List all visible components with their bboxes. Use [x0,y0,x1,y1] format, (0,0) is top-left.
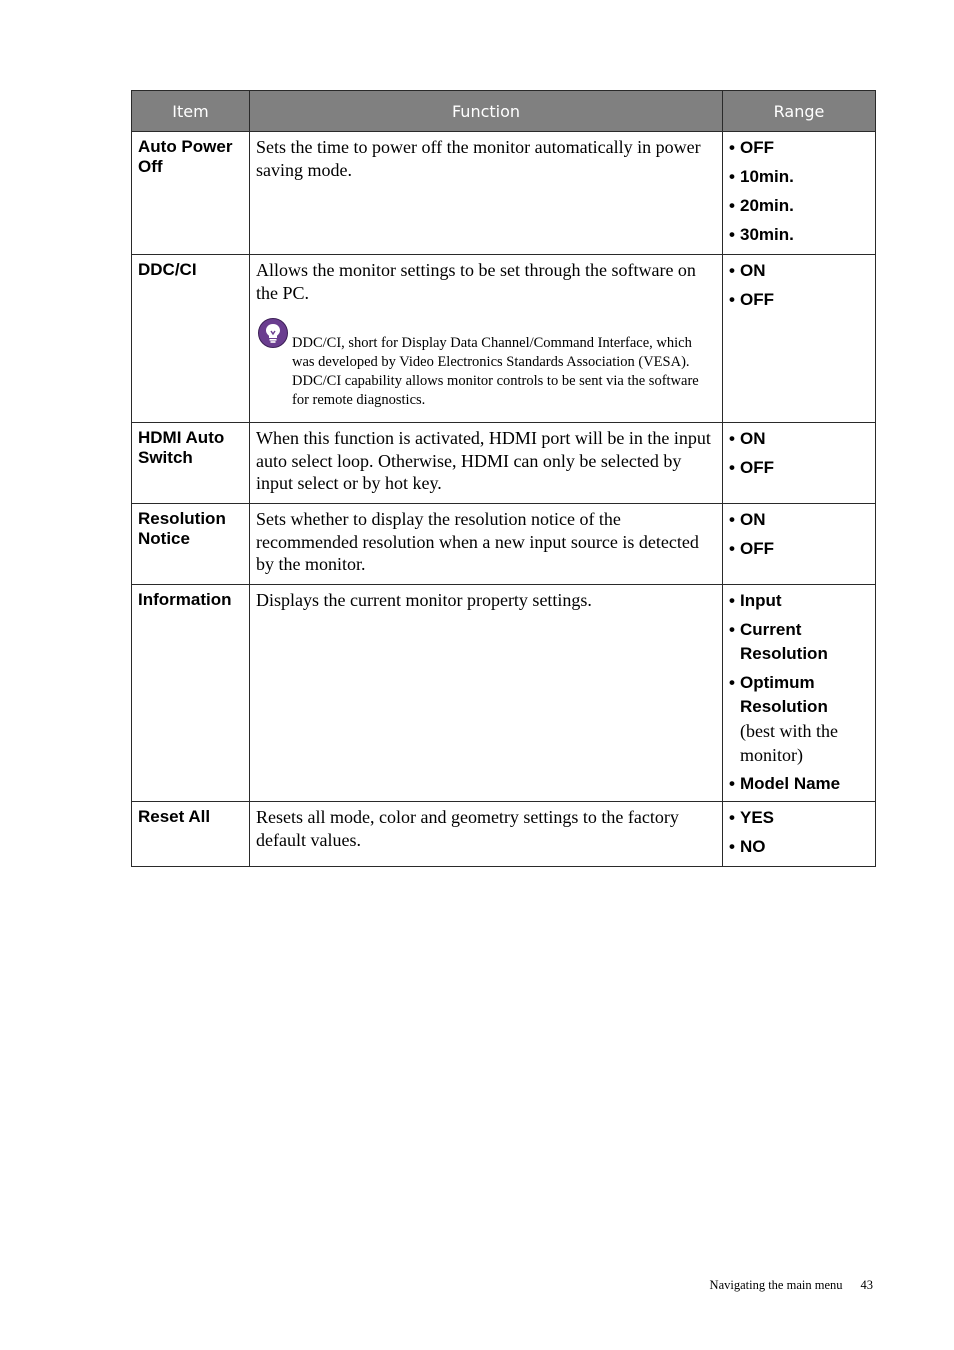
item-name: HDMI Auto Switch [132,423,250,504]
item-name: Resolution Notice [132,504,250,585]
table-row [132,423,876,504]
range-options [729,806,869,859]
range-option: • ON [729,427,869,451]
item-name: Information [132,585,250,802]
header-function: Function [250,91,723,132]
item-function: Sets the time to power off the monitor automatically in power saving mode. [250,132,723,255]
footer-section-title: Navigating the main menu [709,1278,843,1292]
lightbulb-icon [258,318,288,348]
range-options [729,427,869,480]
range-option: • 30min. [729,223,869,247]
range-option-detail: (best with the monitor) [740,721,838,765]
range-option: • YES [729,806,869,830]
table-row [132,802,876,867]
range-option: • NO [729,835,869,859]
range-option: • Model Name [729,772,869,796]
range-option: • OFF [729,537,869,561]
item-range [723,132,876,255]
item-name: Reset All [132,802,250,867]
item-range [723,802,876,867]
item-function: Displays the current monitor property settings. [250,585,723,802]
range-options [729,589,869,796]
range-options [729,136,869,247]
item-range [723,504,876,585]
item-function: When this function is activated, HDMI port will be in the input auto select loop. Otherwise, HDMI can only be selected by input select or by hot key. [250,423,723,504]
range-option: • Input [729,589,869,613]
range-options [729,259,869,312]
item-function: Sets whether to display the resolution notice of the recommended resolution when a new input source is detected by the monitor. [250,504,723,585]
table-row [132,255,876,423]
range-option: • OFF [729,136,869,160]
table-row [132,132,876,255]
item-function [250,255,723,423]
range-option: • 10min. [729,165,869,189]
page-footer [710,1278,873,1293]
range-option: • Optimum Resolution (best with the monitor) [729,671,869,767]
note-text: DDC/CI, short for Display Data Channel/Command Interface, which was developed by Video Electronics Standards Association (VESA). DDC/CI capability allows monitor controls to be sent via the software for remote diagnostics. [292,335,699,408]
table-row [132,585,876,802]
item-function: Resets all mode, color and geometry settings to the factory default values. [250,802,723,867]
item-range [723,423,876,504]
range-options [729,508,869,561]
table-row [132,504,876,585]
item-range [723,255,876,423]
range-option: • OFF [729,288,869,312]
function-text: Allows the monitor settings to be set through the software on the PC. [256,260,696,303]
settings-table [131,90,876,867]
header-item: Item [132,91,250,132]
range-option: • OFF [729,456,869,480]
range-option: • ON [729,508,869,532]
range-option: • 20min. [729,194,869,218]
item-name: Auto Power Off [132,132,250,255]
range-option: • Current Resolution [729,618,869,666]
page-number: 43 [860,1278,873,1292]
item-name: DDC/CI [132,255,250,423]
item-range [723,585,876,802]
note-box [256,318,716,410]
table-header-row [132,91,876,132]
range-option: • ON [729,259,869,283]
header-range: Range [723,91,876,132]
